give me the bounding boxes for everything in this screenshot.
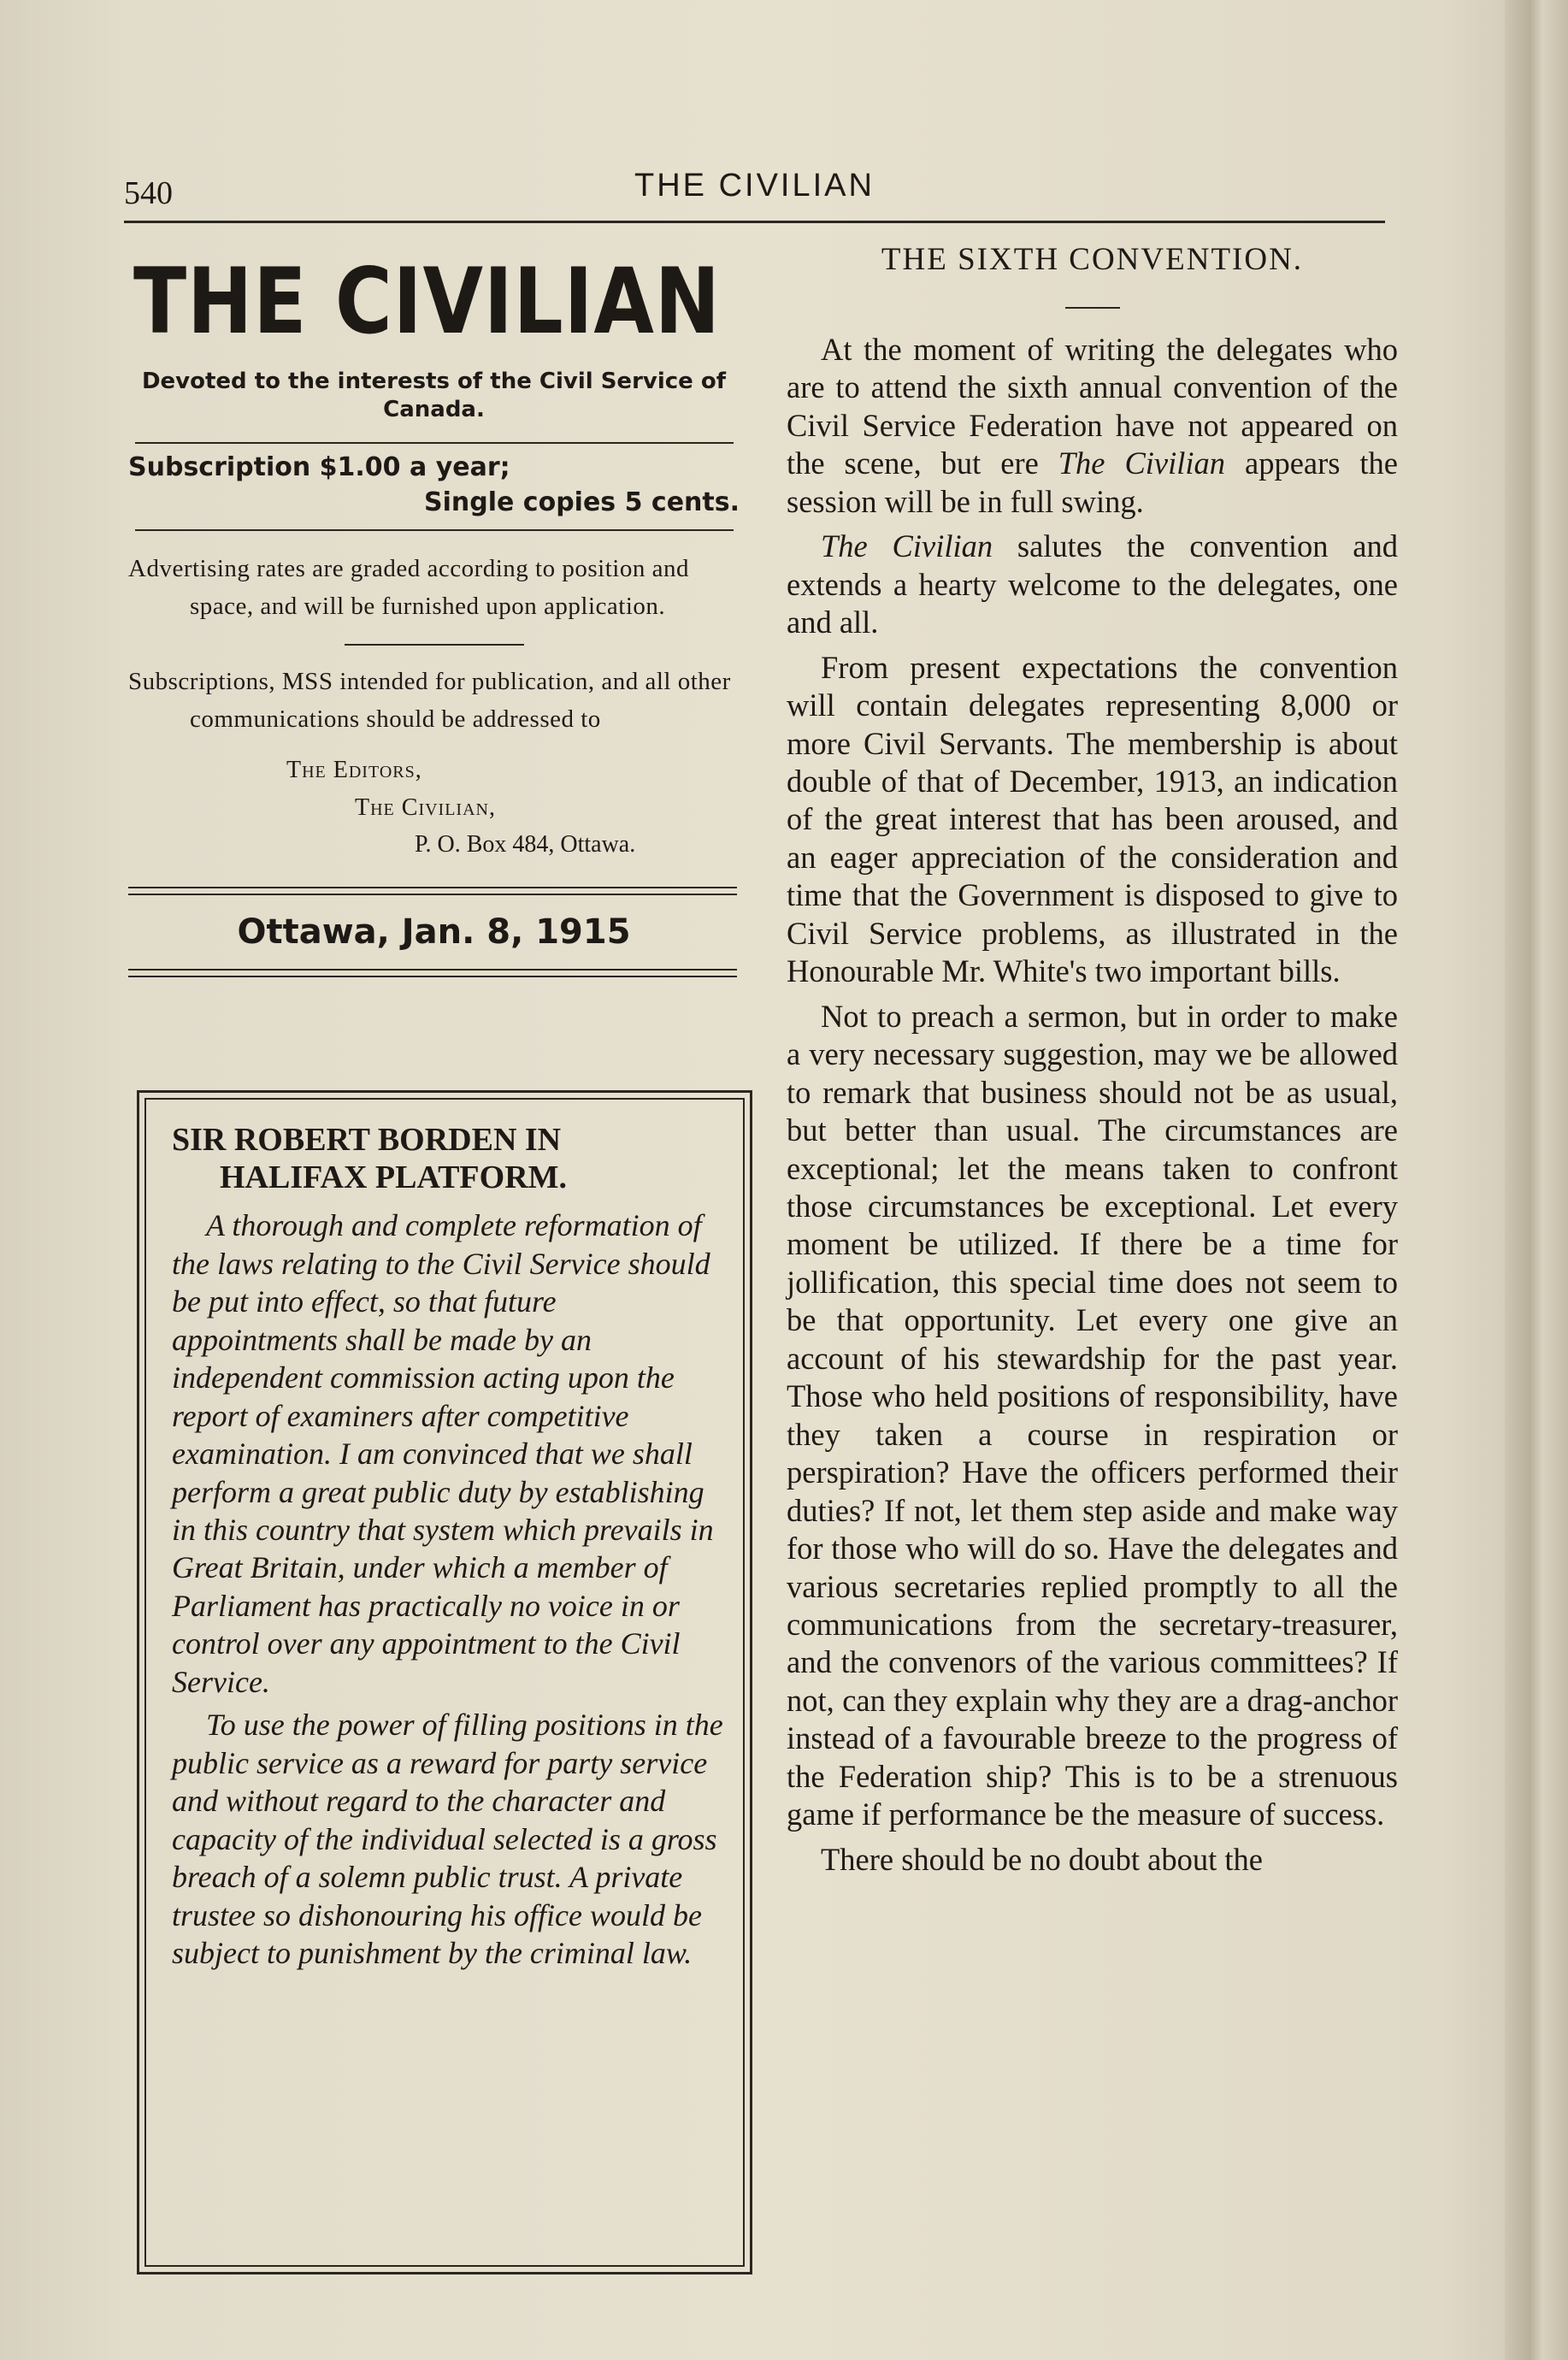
- publication-name: The Civilian: [821, 528, 993, 564]
- page-number: 540: [124, 175, 173, 211]
- article-paragraph: [787, 528, 1398, 641]
- double-rule: [128, 976, 737, 977]
- double-rule: [128, 894, 737, 895]
- double-rule: [128, 887, 737, 888]
- article-paragraph: There should be no doubt about the: [821, 1841, 1263, 1877]
- address-line: The Civilian,: [355, 794, 496, 821]
- advertising-note: Advertising rates are graded according to position and space, and will be furnished upon application.: [128, 555, 689, 621]
- masthead-tagline: Devoted to the interests of the Civil Service of Canada.: [141, 369, 727, 422]
- single-copy-price: Single copies 5 cents.: [424, 487, 740, 517]
- quote-title-line: SIR ROBERT BORDEN IN: [172, 1122, 562, 1158]
- text-run: appears the session will be in full swing.: [787, 445, 1399, 519]
- short-divider: [1065, 307, 1120, 309]
- divider: [135, 442, 734, 444]
- article-paragraph: From present expectations the convention will contain delegates representing 8,000 or more Civil Servants. The membership is about double of that of December, 1913, an indication of the great interest that has been aroused, and an eager appreciation of the consideration and time that the Government is disposed to give to Civil Service problems, as illustrated in the Honourable Mr. White's two important bills.: [787, 649, 1398, 989]
- publication-name: The Civilian: [1058, 445, 1226, 481]
- issue-dateline: Ottawa, Jan. 8, 1915: [237, 912, 631, 953]
- borden-quote-box: [137, 1090, 752, 2274]
- address-line: The Editors,: [286, 757, 422, 784]
- divider: [135, 529, 734, 531]
- article-paragraph: [787, 331, 1398, 521]
- subscriptions-note: Subscriptions, MSS intended for publication, and all other communications should be addressed to: [128, 668, 731, 734]
- header-rule: [124, 221, 1385, 223]
- masthead-column: [128, 248, 740, 977]
- article-column: [787, 241, 1398, 1879]
- editors-address: [128, 752, 740, 863]
- short-divider: [345, 644, 524, 646]
- quote-paragraph: To use the power of filling positions in the public service as a reward for party service and without regard to the character and capacity of the individual selected is a gross breach of a solemn public trust. A private trustee so dishonouring his office would be subject to punishment by the criminal law.: [172, 1708, 723, 1970]
- double-rule: [128, 969, 737, 971]
- address-line: P. O. Box 484, Ottawa.: [415, 831, 636, 858]
- quote-paragraph: A thorough and complete reformation of the laws relating to the Civil Service should be put into effect, so that future appointments shall be made by an independent commission acting upon the report of examiners after competitive examination. I am convinced that we shall perform a great public duty by establishing in this country that system which prevails in Great Britain, under which a member of Parliament has practically no voice in or control over any appointment to the Civil Service.: [172, 1208, 714, 1699]
- quote-title-line: HALIFAX PLATFORM.: [220, 1159, 568, 1195]
- quote-box-inner: [144, 1098, 745, 2267]
- masthead-title: THE CIVILIAN: [133, 249, 721, 354]
- text-run: salutes the convention and extends a hearty welcome to the delegates, one and all.: [787, 528, 1398, 640]
- article-title: THE SIXTH CONVENTION.: [881, 242, 1304, 277]
- quote-title: [172, 1122, 724, 1196]
- running-head: [124, 164, 1385, 215]
- subscription-info: [128, 452, 740, 517]
- article-paragraph: Not to preach a sermon, but in order to make a very necessary suggestion, may we be allowed to remark that business should not be as usual, but better than usual. The circumstances are exceptional; let the means taken to confront those circumstances be exceptional. Let every moment be utilized. If there be a time for jollification, this special time does not seem to be that opportunity. Let every one give an account of his stewardship for the past year. Those who held positions of responsibility, have they taken a course in respiration or perspiration? Have the officers performed their duties? If not, let them step aside and make way for those who will do so. Have the delegates and various secretaries replied promptly to all the communications from the secretary-treasurer, and the convenors of the various committees? If not, can they explain why they are a drag-anchor instead of a favourable breeze to the progress of the Federation ship? This is to be a strenuous game if performance be the measure of success.: [787, 998, 1398, 1832]
- running-title: THE CIVILIAN: [634, 168, 875, 204]
- subscription-price: Subscription $1.00 a year;: [128, 452, 510, 482]
- page-gutter: [1505, 0, 1568, 2360]
- text-run: At the moment of writing the delegates who are to attend the sixth annual convention of the Civil Service Federation have not appeared on the scene, but ere: [787, 332, 1398, 481]
